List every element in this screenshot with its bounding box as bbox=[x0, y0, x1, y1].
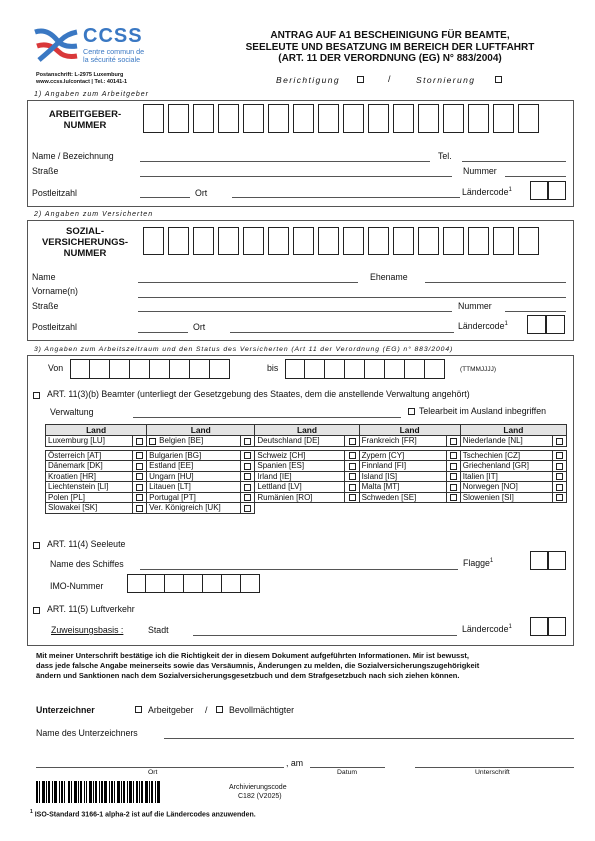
country-name: Slowenien [SI] bbox=[460, 492, 552, 503]
country-checkbox-cell bbox=[552, 471, 566, 482]
logo-text: CCSS bbox=[83, 25, 143, 47]
country-checkbox[interactable] bbox=[556, 452, 563, 459]
country-checkbox[interactable] bbox=[136, 463, 143, 470]
country-table bbox=[45, 424, 567, 514]
ssn-digit-box[interactable] bbox=[143, 227, 164, 255]
country-checkbox[interactable] bbox=[244, 438, 251, 445]
country-checkbox[interactable] bbox=[450, 463, 457, 470]
employer-number-digit-box[interactable] bbox=[318, 104, 339, 133]
signature-field[interactable] bbox=[415, 767, 574, 768]
country-checkbox-cell bbox=[133, 482, 147, 493]
country-name: Litauen [LT] bbox=[147, 482, 241, 493]
employer-number-digit-box[interactable] bbox=[293, 104, 314, 133]
ssn-digit-box[interactable] bbox=[193, 227, 214, 255]
employer-number-digit-box[interactable] bbox=[168, 104, 189, 133]
berichtigung-checkbox[interactable] bbox=[357, 76, 364, 83]
country-name: Niederlande [NL] bbox=[460, 436, 552, 447]
country-checkbox[interactable] bbox=[136, 473, 143, 480]
employer-house-number-field[interactable] bbox=[505, 176, 566, 177]
signatory-label: Unterzeichner bbox=[36, 705, 95, 715]
country-row bbox=[46, 471, 567, 482]
country-checkbox-cell bbox=[133, 492, 147, 503]
country-name: Kroatien [HR] bbox=[46, 471, 133, 482]
employer-zip-field[interactable] bbox=[140, 197, 190, 198]
country-name: Italien [IT] bbox=[460, 471, 552, 482]
employer-number-digit-box[interactable] bbox=[418, 104, 439, 133]
country-checkbox[interactable] bbox=[349, 463, 356, 470]
ssn-digit-box[interactable] bbox=[368, 227, 389, 255]
country-checkbox[interactable] bbox=[244, 473, 251, 480]
country-checkbox-cell bbox=[133, 471, 147, 482]
country-checkbox-cell bbox=[552, 461, 566, 472]
signatory-name-label: Name des Unterzeichners bbox=[36, 728, 138, 738]
imo-number-boxes bbox=[127, 574, 260, 593]
country-row bbox=[46, 503, 567, 514]
place-field[interactable] bbox=[36, 767, 284, 768]
employer-number-digit-box[interactable] bbox=[143, 104, 164, 133]
country-checkbox-cell bbox=[345, 482, 359, 493]
insured-number-label: Nummer bbox=[458, 301, 492, 311]
insured-name-label: Name bbox=[32, 272, 56, 282]
archive-code-label: Archivierungscode bbox=[229, 784, 287, 791]
declaration-line-1: Mit meiner Unterschrift bestätige ich die Richtigkeit der in diesem Dokument aufgeführten Informationen. Mir ist bewusst, bbox=[36, 651, 469, 660]
employer-signatory-checkbox[interactable] bbox=[135, 706, 142, 713]
administration-label: Verwaltung bbox=[50, 407, 94, 417]
country-checkbox-cell bbox=[345, 471, 359, 482]
ship-name-field[interactable] bbox=[140, 569, 458, 570]
country-checkbox[interactable] bbox=[450, 438, 457, 445]
insured-first-name-field[interactable] bbox=[138, 297, 566, 298]
art-11-5-label: ART. 11(5) Luftverkehr bbox=[47, 604, 135, 614]
country-checkbox-cell bbox=[446, 450, 460, 461]
employer-number-digit-box[interactable] bbox=[343, 104, 364, 133]
period-to-label: bis bbox=[267, 363, 279, 373]
employer-number-digit-box[interactable] bbox=[268, 104, 289, 133]
date-digit-box[interactable] bbox=[385, 359, 405, 379]
footnote bbox=[30, 809, 256, 818]
footnote-mark: 1 bbox=[30, 809, 33, 815]
employer-number-digit-box[interactable] bbox=[518, 104, 539, 133]
insured-street-label: Straße bbox=[32, 301, 59, 311]
ssn-digit-box[interactable] bbox=[293, 227, 314, 255]
ssn-label-line-3: NUMMER bbox=[63, 248, 107, 259]
date-digit-box[interactable] bbox=[70, 359, 90, 379]
stornierung-label: Stornierung bbox=[416, 75, 476, 85]
country-name: Polen [PL] bbox=[46, 492, 133, 503]
country-checkbox[interactable] bbox=[349, 484, 356, 491]
country-checkbox-cell bbox=[446, 461, 460, 472]
country-name: Dänemark [DK] bbox=[46, 461, 133, 472]
date-digit-box[interactable] bbox=[90, 359, 110, 379]
ssn-digit-box[interactable] bbox=[243, 227, 264, 255]
date-format-hint: (TTMMJJJJ) bbox=[460, 366, 497, 373]
ccss-logo bbox=[33, 26, 163, 70]
country-checkbox[interactable] bbox=[556, 494, 563, 501]
insured-zip-field[interactable] bbox=[138, 332, 188, 333]
country-name: Island [IS] bbox=[359, 471, 446, 482]
home-base-country-code-box-1[interactable] bbox=[530, 617, 548, 636]
flag-box-2[interactable] bbox=[548, 551, 566, 570]
employer-tel-field[interactable] bbox=[462, 161, 566, 162]
country-column-header: Land bbox=[359, 425, 460, 436]
employer-city-label: Ort bbox=[195, 188, 208, 198]
country-column-header: Land bbox=[255, 425, 359, 436]
ssn-digit-box[interactable] bbox=[318, 227, 339, 255]
flag-label bbox=[463, 558, 493, 568]
country-checkbox[interactable] bbox=[556, 473, 563, 480]
insured-country-code-box-2[interactable] bbox=[546, 315, 565, 334]
insured-name-field[interactable] bbox=[138, 282, 358, 283]
country-checkbox-cell bbox=[552, 436, 566, 447]
date-digit-box[interactable] bbox=[210, 359, 230, 379]
employer-name-field[interactable] bbox=[140, 161, 430, 162]
country-checkbox[interactable] bbox=[244, 452, 251, 459]
country-row bbox=[46, 482, 567, 493]
country-checkbox[interactable] bbox=[136, 438, 143, 445]
home-base-city-label: Stadt bbox=[148, 625, 169, 635]
ship-name-label: Name des Schiffes bbox=[50, 559, 124, 569]
home-base-country-code-text: Ländercode bbox=[462, 624, 509, 634]
country-checkbox-cell bbox=[552, 450, 566, 461]
date-caption: Datum bbox=[337, 769, 358, 776]
footnote-text: ISO-Standard 3166-1 alpha-2 ist auf die Ländercodes anzuwenden. bbox=[34, 811, 256, 819]
date-digit-box[interactable] bbox=[150, 359, 170, 379]
imo-digit-box[interactable] bbox=[165, 574, 184, 593]
footnote-mark: 1 bbox=[489, 558, 494, 565]
country-row bbox=[46, 436, 567, 447]
employer-zip-label: Postleitzahl bbox=[32, 188, 77, 198]
ssn-digit-box[interactable] bbox=[493, 227, 514, 255]
place-caption: Ort bbox=[148, 769, 158, 776]
country-name: Estland [EE] bbox=[147, 461, 241, 472]
logo-subtitle-2: la sécurité sociale bbox=[83, 55, 141, 64]
country-checkbox-cell bbox=[446, 436, 460, 447]
country-checkbox-cell bbox=[241, 461, 255, 472]
country-name: Zypern [CY] bbox=[359, 450, 446, 461]
ssn-digit-box[interactable] bbox=[468, 227, 489, 255]
home-base-city-field[interactable] bbox=[193, 635, 457, 636]
country-checkbox[interactable] bbox=[556, 484, 563, 491]
country-name: Ver. Königreich [UK] bbox=[147, 503, 241, 514]
country-name: Frankreich [FR] bbox=[359, 436, 446, 447]
period-from-boxes bbox=[70, 359, 230, 379]
country-checkbox[interactable] bbox=[136, 505, 143, 512]
country-checkbox-cell bbox=[552, 492, 566, 503]
telework-checkbox[interactable] bbox=[408, 408, 415, 415]
country-name: Tschechien [CZ] bbox=[460, 450, 552, 461]
insured-country-code-text: Ländercode bbox=[458, 321, 505, 331]
country-column-header: Land bbox=[147, 425, 255, 436]
ssn-digit-box[interactable] bbox=[393, 227, 414, 255]
country-checkbox-cell bbox=[446, 471, 460, 482]
signatory-name-field[interactable] bbox=[164, 738, 574, 739]
home-base-country-code-box-2[interactable] bbox=[548, 617, 566, 636]
country-checkbox[interactable] bbox=[149, 438, 156, 445]
date-digit-box[interactable] bbox=[190, 359, 210, 379]
contact-info: www.ccss.lu/contact | Tel.: 40141-1 bbox=[36, 79, 128, 85]
ssn-label-line-1: SOZIAL- bbox=[66, 226, 104, 237]
form-title-line-2: SEELEUTE UND BESATZUNG IM BEREICH DER LUFTFAHRT bbox=[245, 41, 535, 53]
employer-number-digit-box[interactable] bbox=[493, 104, 514, 133]
art-11-5-checkbox[interactable] bbox=[33, 607, 40, 614]
country-checkbox[interactable] bbox=[450, 484, 457, 491]
ssn-digit-box[interactable] bbox=[343, 227, 364, 255]
country-checkbox-cell bbox=[241, 482, 255, 493]
employer-number-label-line-1: ARBEITGEBER- bbox=[48, 109, 122, 120]
country-checkbox[interactable] bbox=[556, 438, 563, 445]
insured-married-name-label: Ehename bbox=[370, 272, 408, 282]
imo-digit-box[interactable] bbox=[222, 574, 241, 593]
administration-field[interactable] bbox=[133, 417, 401, 418]
period-to-boxes bbox=[285, 359, 445, 379]
country-name: Irland [IE] bbox=[255, 471, 345, 482]
country-name: Schweiz [CH] bbox=[255, 450, 345, 461]
country-table-header-row bbox=[46, 425, 567, 436]
flag-text: Flagge bbox=[463, 558, 490, 568]
country-name: Portugal [PT] bbox=[147, 492, 241, 503]
country-row bbox=[46, 461, 567, 472]
country-name: Luxemburg [LU] bbox=[46, 436, 133, 447]
ssn-digit-box[interactable] bbox=[218, 227, 239, 255]
insured-married-name-field[interactable] bbox=[425, 282, 566, 283]
employer-number-label bbox=[40, 109, 130, 131]
social-security-number-label bbox=[33, 226, 137, 259]
form-title-line-3: (ART. 11 DER VERORDNUNG (EG) N° 883/2004) bbox=[278, 53, 502, 64]
employer-country-code-box-1[interactable] bbox=[530, 181, 548, 200]
archive-barcode bbox=[36, 781, 216, 803]
form-title bbox=[200, 30, 580, 65]
country-checkbox-cell bbox=[446, 482, 460, 493]
employer-number-label-line-2: NUMMER bbox=[63, 120, 107, 131]
country-checkbox[interactable] bbox=[349, 452, 356, 459]
country-checkbox-cell bbox=[552, 482, 566, 493]
employer-country-code-label bbox=[462, 187, 512, 197]
stornierung-checkbox[interactable] bbox=[495, 76, 502, 83]
insured-country-code-box-1[interactable] bbox=[527, 315, 546, 334]
employer-number-digit-box[interactable] bbox=[368, 104, 389, 133]
employer-number-boxes bbox=[143, 104, 539, 133]
country-checkbox-cell bbox=[345, 436, 359, 447]
insured-zip-label: Postleitzahl bbox=[32, 322, 77, 332]
country-name: Bulgarien [BG] bbox=[147, 450, 241, 461]
ssn-digit-box[interactable] bbox=[168, 227, 189, 255]
country-checkbox[interactable] bbox=[244, 505, 251, 512]
country-name: Schweden [SE] bbox=[359, 492, 446, 503]
date-digit-box[interactable] bbox=[425, 359, 445, 379]
country-column-header: Land bbox=[460, 425, 566, 436]
insured-house-number-field[interactable] bbox=[505, 311, 566, 312]
date-digit-box[interactable] bbox=[110, 359, 130, 379]
art-11-3b-checkbox[interactable] bbox=[33, 392, 40, 399]
ssn-label-line-2: VERSICHERUNGS- bbox=[41, 237, 129, 248]
insured-city-field[interactable] bbox=[230, 332, 454, 333]
logo-mark-icon bbox=[33, 26, 79, 66]
employer-number-digit-box[interactable] bbox=[443, 104, 464, 133]
date-digit-box[interactable] bbox=[170, 359, 190, 379]
signature-caption: Unterschrift bbox=[475, 769, 510, 776]
imo-digit-box[interactable] bbox=[146, 574, 165, 593]
country-checkbox[interactable] bbox=[136, 484, 143, 491]
proxy-signatory-label: Bevollmächtigter bbox=[229, 705, 295, 715]
header-slash: / bbox=[388, 74, 391, 84]
ssn-digit-box[interactable] bbox=[268, 227, 289, 255]
ssn-digit-box[interactable] bbox=[418, 227, 439, 255]
employer-street-field[interactable] bbox=[140, 176, 452, 177]
date-digit-box[interactable] bbox=[365, 359, 385, 379]
insured-street-field[interactable] bbox=[138, 311, 452, 312]
ssn-digit-box[interactable] bbox=[518, 227, 539, 255]
ssn-digit-box[interactable] bbox=[443, 227, 464, 255]
declaration-line-3: ändern und Sanktionen nach dem Sozialversicherungsgesetzbuch und dem Strafgesetzbuch nach sich ziehen können. bbox=[36, 671, 460, 680]
country-checkbox-cell bbox=[241, 436, 255, 447]
section-3-title: 3) Angaben zum Arbeitszeitraum und den Status des Versicherten (Art 11 der Verordnung (EG) n° 883/2004) bbox=[34, 346, 454, 353]
country-checkbox[interactable] bbox=[556, 463, 563, 470]
country-row bbox=[46, 450, 567, 461]
home-base-label: Zuweisungsbasis : bbox=[51, 625, 124, 635]
archive-code-value: C182 (V2025) bbox=[238, 793, 282, 800]
country-checkbox[interactable] bbox=[349, 473, 356, 480]
date-digit-box[interactable] bbox=[285, 359, 305, 379]
country-name: Deutschland [DE] bbox=[255, 436, 345, 447]
country-checkbox-cell bbox=[446, 492, 460, 503]
country-checkbox[interactable] bbox=[136, 494, 143, 501]
country-checkbox[interactable] bbox=[450, 494, 457, 501]
proxy-signatory-checkbox[interactable] bbox=[216, 706, 223, 713]
footnote-mark: 1 bbox=[508, 624, 512, 631]
country-name: Lettland [LV] bbox=[255, 482, 345, 493]
social-security-number-boxes bbox=[143, 227, 539, 255]
postal-address: Postanschrift: L-2975 Luxemburg bbox=[36, 72, 124, 78]
country-checkbox-cell bbox=[345, 492, 359, 503]
country-name: Liechtenstein [LI] bbox=[46, 482, 133, 493]
employer-number-street-label: Nummer bbox=[463, 166, 497, 176]
employer-number-digit-box[interactable] bbox=[218, 104, 239, 133]
employer-name-label: Name / Bezeichnung bbox=[32, 151, 114, 161]
date-digit-box[interactable] bbox=[305, 359, 325, 379]
declaration-text bbox=[36, 651, 479, 681]
logo-subtitle-1: Centre commun de bbox=[83, 47, 145, 56]
imo-digit-box[interactable] bbox=[203, 574, 222, 593]
imo-digit-box[interactable] bbox=[184, 574, 203, 593]
employer-number-digit-box[interactable] bbox=[243, 104, 264, 133]
art-11-3b-label: ART. 11(3)(b) Beamter (unterliegt der Gesetzgebung des Staates, dem die anstellende Verwaltung angehört) bbox=[47, 389, 470, 399]
country-name: Griechenland [GR] bbox=[460, 461, 552, 472]
art-11-4-label: ART. 11(4) Seeleute bbox=[47, 539, 126, 549]
insured-city-label: Ort bbox=[193, 322, 206, 332]
country-checkbox[interactable] bbox=[244, 484, 251, 491]
country-name-text: Belgien [BE] bbox=[159, 436, 204, 446]
insured-first-name-label: Vorname(n) bbox=[32, 286, 78, 296]
period-from-label: Von bbox=[48, 363, 64, 373]
country-name bbox=[147, 436, 241, 447]
country-name: Spanien [ES] bbox=[255, 461, 345, 472]
art-11-4-checkbox[interactable] bbox=[33, 542, 40, 549]
employer-city-field[interactable] bbox=[232, 197, 460, 198]
date-digit-box[interactable] bbox=[325, 359, 345, 379]
country-checkbox-cell bbox=[241, 492, 255, 503]
footnote-mark: 1 bbox=[508, 187, 512, 194]
employer-number-digit-box[interactable] bbox=[193, 104, 214, 133]
country-checkbox-cell bbox=[133, 436, 147, 447]
country-checkbox-cell bbox=[345, 461, 359, 472]
section-1-title: 1) Angaben zum Arbeitgeber bbox=[34, 91, 149, 98]
country-checkbox[interactable] bbox=[136, 452, 143, 459]
country-column-header: Land bbox=[46, 425, 147, 436]
section-2-title: 2) Angaben zum Versicherten bbox=[34, 211, 154, 218]
employer-number-digit-box[interactable] bbox=[468, 104, 489, 133]
date-digit-box[interactable] bbox=[405, 359, 425, 379]
form-title-line-1: ANTRAG AUF A1 BESCHEINIGUNG FÜR BEAMTE, bbox=[270, 30, 510, 41]
country-name: Österreich [AT] bbox=[46, 450, 133, 461]
employer-signatory-label: Arbeitgeber bbox=[148, 705, 194, 715]
footnote-mark: 1 bbox=[504, 321, 508, 328]
imo-number-label: IMO-Nummer bbox=[50, 581, 104, 591]
country-name: Norwegen [NO] bbox=[460, 482, 552, 493]
country-name: Ungarn [HU] bbox=[147, 471, 241, 482]
country-checkbox-cell bbox=[241, 471, 255, 482]
employer-country-code-box-2[interactable] bbox=[548, 181, 566, 200]
berichtigung-label: Berichtigung bbox=[276, 75, 341, 85]
country-checkbox-cell bbox=[133, 461, 147, 472]
country-checkbox[interactable] bbox=[244, 494, 251, 501]
employer-number-digit-box[interactable] bbox=[393, 104, 414, 133]
imo-digit-box[interactable] bbox=[241, 574, 260, 593]
country-checkbox-cell bbox=[133, 503, 147, 514]
employer-tel-label: Tel. bbox=[438, 151, 452, 161]
country-checkbox-cell bbox=[241, 450, 255, 461]
date-prefix: , am bbox=[286, 758, 304, 768]
country-checkbox[interactable] bbox=[244, 463, 251, 470]
country-name: Finnland [FI] bbox=[359, 461, 446, 472]
country-name: Malta [MT] bbox=[359, 482, 446, 493]
country-name: Slowakei [SK] bbox=[46, 503, 133, 514]
date-field[interactable] bbox=[310, 767, 385, 768]
imo-digit-box[interactable] bbox=[127, 574, 146, 593]
country-checkbox[interactable] bbox=[450, 452, 457, 459]
country-checkbox-cell bbox=[345, 450, 359, 461]
employer-country-code-text: Ländercode bbox=[462, 187, 509, 197]
telework-label: Telearbeit im Ausland inbegriffen bbox=[419, 406, 546, 416]
insured-country-code-label bbox=[458, 321, 508, 331]
country-checkbox-cell bbox=[133, 450, 147, 461]
employer-street-label: Straße bbox=[32, 166, 59, 176]
signatory-slash: / bbox=[205, 705, 208, 715]
country-checkbox[interactable] bbox=[349, 438, 356, 445]
date-digit-box[interactable] bbox=[130, 359, 150, 379]
country-checkbox[interactable] bbox=[450, 473, 457, 480]
country-checkbox[interactable] bbox=[349, 494, 356, 501]
flag-box-1[interactable] bbox=[530, 551, 548, 570]
country-checkbox-cell bbox=[241, 503, 255, 514]
date-digit-box[interactable] bbox=[345, 359, 365, 379]
country-name: Rumänien [RO] bbox=[255, 492, 345, 503]
country-row bbox=[46, 492, 567, 503]
declaration-line-2: dass jede falsche Angabe meinerseits sowie das Versäumnis, Änderungen zu melden, die Sozialversicherungszugehörigkeit bbox=[36, 661, 480, 670]
home-base-country-code-label bbox=[462, 624, 512, 634]
